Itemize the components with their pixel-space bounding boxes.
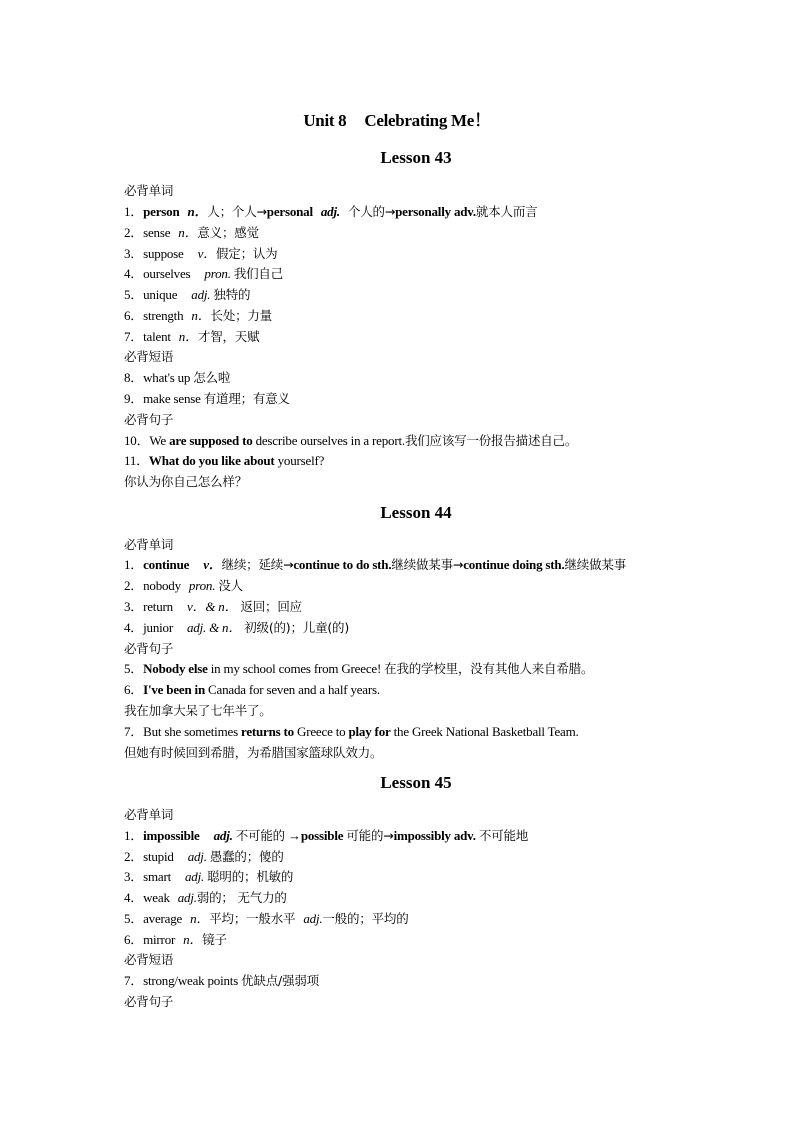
vocab-item: 5．average n．平均；一般水平 adj.一般的；平均的 [124, 911, 409, 926]
sentence-item: 5．Nobody else in my school comes from Greece! 在我的学校里，没有其他人来自希腊。 [124, 661, 594, 676]
heading-words: 必背单词 [124, 537, 174, 552]
vocab-item: 1．continue v．继续；延续→continue to do sth.继续做某事→continue doing sth.继续做某事 [124, 557, 627, 572]
sentence-translation: 我在加拿大呆了七年半了。 [124, 703, 272, 718]
unit-name: Celebrating Me [364, 111, 474, 130]
heading-sentences: 必背句子 [124, 641, 174, 656]
unit-mark: ！ [473, 111, 491, 130]
phrase-item: 7．strong/weak points 优缺点/强弱项 [124, 973, 319, 988]
vocab-item: 4．ourselves pron. 我们自己 [124, 266, 284, 281]
unit-number: Unit 8 [303, 111, 347, 130]
sentence-item: 10．We are supposed to describe ourselves in a report.我们应该写一份报告描述自己。 [124, 433, 578, 448]
heading-phrases: 必背短语 [124, 349, 174, 364]
unit-title [0, 106, 794, 131]
vocab-item: 5．unique adj. 独特的 [124, 287, 251, 302]
sentence-item: 11．What do you like about yourself? [124, 453, 325, 468]
vocab-item: 7．talent n．才智，天赋 [124, 329, 260, 344]
vocab-item: 4．junior adj. & n． 初级(的)；儿童(的) [124, 620, 350, 635]
lesson-45-title: Lesson 45 [380, 773, 452, 792]
phrase-item: 9．make sense 有道理；有意义 [124, 391, 290, 406]
vocab-item: 3．smart adj. 聪明的；机敏的 [124, 869, 294, 884]
lesson-44-title: Lesson 44 [380, 503, 452, 522]
sentence-item: 7．But she sometimes returns to Greece to play for the Greek National Basketball Team. [124, 724, 579, 739]
vocab-item: 2．sense n．意义；感觉 [124, 225, 259, 240]
heading-words: 必背单词 [124, 807, 174, 822]
vocab-item: 6．strength n．长处；力量 [124, 308, 273, 323]
vocab-item: 4．weak adj.弱的； 无气力的 [124, 890, 287, 905]
heading-sentences: 必背句子 [124, 994, 174, 1009]
phrase-item: 8．what's up 怎么啦 [124, 370, 231, 385]
heading-phrases: 必背短语 [124, 952, 174, 967]
vocab-item: 6．mirror n．镜子 [124, 932, 227, 947]
sentence-item: 6．I've been in Canada for seven and a half years. [124, 682, 380, 697]
vocab-item: 3．suppose v．假定；认为 [124, 246, 278, 261]
vocab-item: 1．person n．人；个人→personal adj. 个人的→personally adv.就本人而言 [124, 204, 538, 219]
vocab-item: 1．impossible adj. 不可能的 →possible 可能的→impossibly adv. 不可能地 [124, 828, 529, 843]
lesson-43-title: Lesson 43 [380, 148, 452, 167]
sentence-translation: 你认为你自己怎么样？ [124, 474, 248, 489]
heading-words: 必背单词 [124, 183, 174, 198]
vocab-item: 2．stupid adj. 愚蠢的；傻的 [124, 849, 284, 864]
vocab-item: 2．nobody pron. 没人 [124, 578, 243, 593]
vocab-item: 3．return v．& n． 返回；回应 [124, 599, 302, 614]
sentence-translation: 但她有时候回到希腊，为希腊国家篮球队效力。 [124, 745, 383, 760]
heading-sentences: 必背句子 [124, 412, 174, 427]
